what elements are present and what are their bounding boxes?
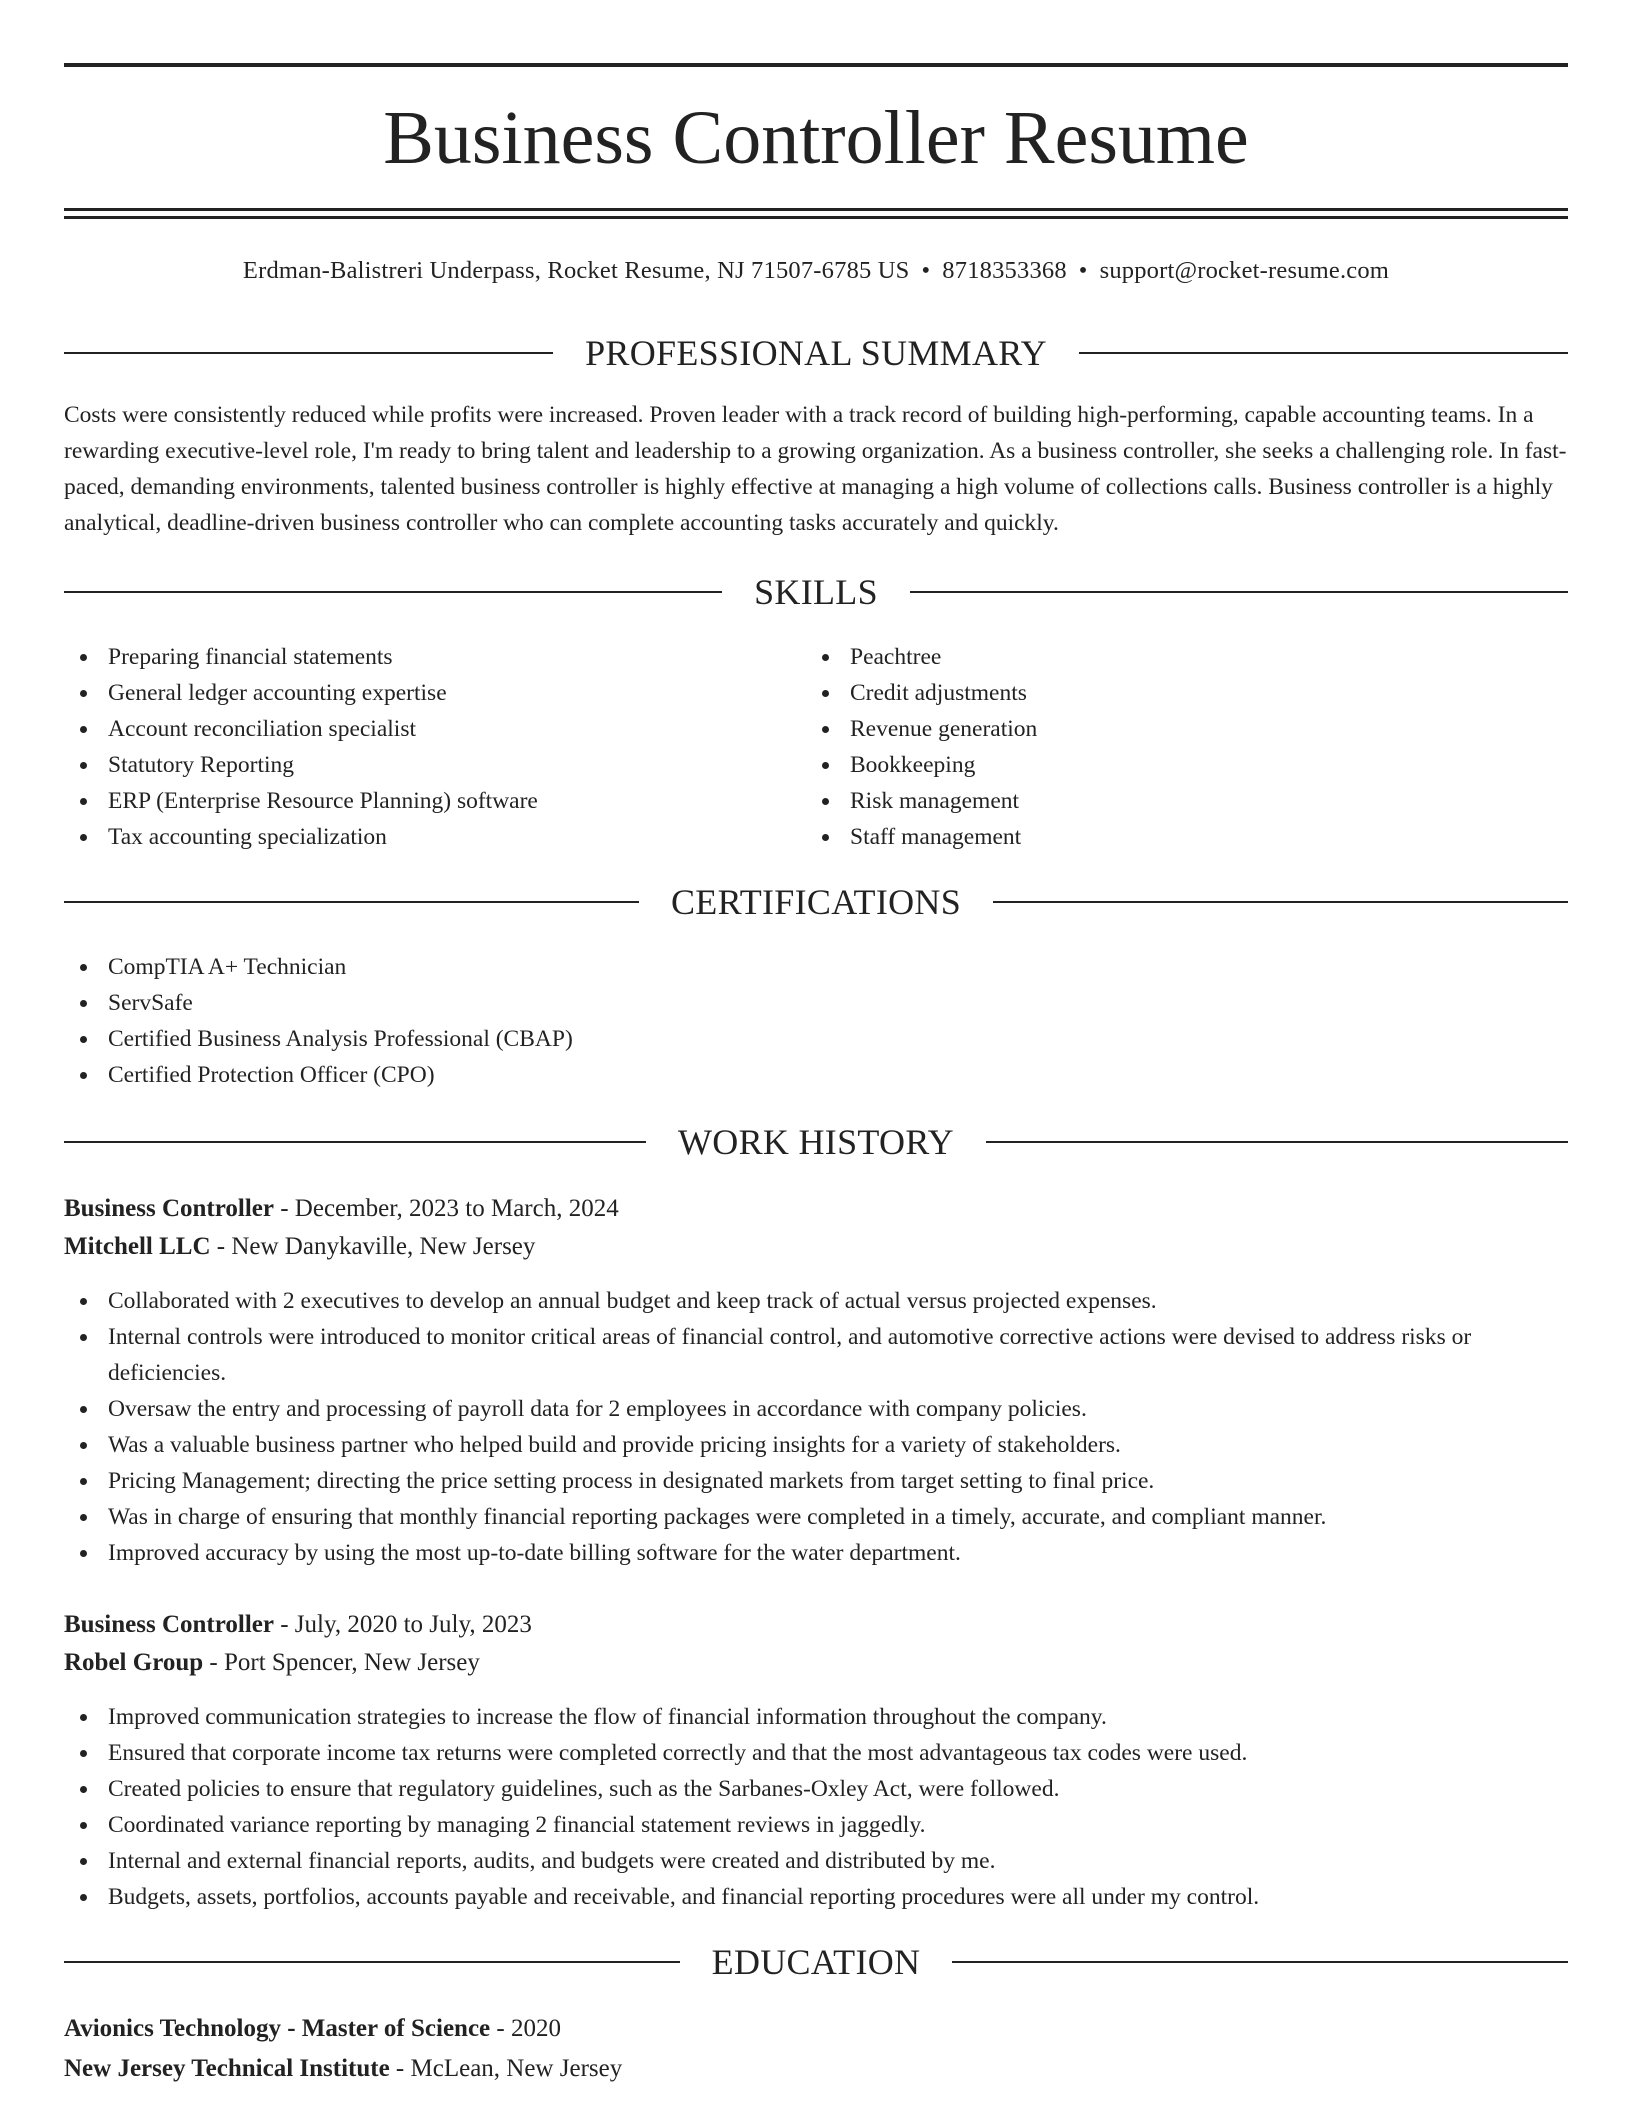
skills-heading [64,572,1568,612]
heading-rule [64,901,639,903]
job-title: Business Controller [64,1611,274,1638]
certification-item: Certified Protection Officer (CPO) [64,1057,1568,1093]
education-year: - 2020 [490,2015,561,2042]
job-dates: - July, 2020 to July, 2023 [273,1611,532,1638]
heading-rule [952,1961,1568,1963]
job-location: - New Danykaville, New Jersey [210,1233,536,1260]
skill-item: Risk management [806,783,1546,819]
heading-rule [986,1141,1568,1143]
skill-item: Peachtree [806,639,1546,675]
education-degree: Master of Science [301,2015,491,2042]
skills-list-left [64,639,804,855]
job-bullets [64,1283,1568,1571]
contact-address: Erdman-Balistreri Underpass, Rocket Resume, NJ 71507-6785 US [242,257,910,284]
job-bullet: Created policies to ensure that regulatory guidelines, such as the Sarbanes-Oxley Act, were followed. [64,1771,1568,1807]
certification-item: CompTIA A+ Technician [64,949,1568,985]
job-bullet: Was in charge of ensuring that monthly financial reporting packages were completed in a timely, accurate, and compliant manner. [64,1499,1568,1535]
skills-heading-label: SKILLS [754,572,878,612]
title-double-rule-lower [64,216,1568,219]
skill-item: Preparing financial statements [64,639,804,675]
job-title-line [64,1606,1568,1644]
heading-rule [910,591,1568,593]
work-history-heading [64,1122,1568,1162]
job-title: Business Controller [64,1195,274,1222]
contact-email: support@rocket-resume.com [1099,257,1390,284]
education-heading-label: EDUCATION [711,1942,921,1982]
certifications-heading [64,882,1568,922]
heading-rule [64,1961,680,1963]
top-rule [64,63,1568,67]
work-history-heading-label: WORK HISTORY [678,1122,954,1162]
job-bullet: Internal controls were introduced to monitor critical areas of financial control, and automotive corrective actions were devised to address risks or deficiencies. [64,1319,1568,1391]
skill-item: Statutory Reporting [64,747,804,783]
skill-item: Staff management [806,819,1546,855]
job-bullet: Ensured that corporate income tax returns were completed correctly and that the most advantageous tax codes were used. [64,1735,1568,1771]
job-company-line [64,1644,1568,1682]
job-bullet: Budgets, assets, portfolios, accounts payable and receivable, and financial reporting procedures were all under my control. [64,1879,1568,1915]
job-bullets [64,1699,1568,1915]
education-dash: - [280,2015,302,2042]
education-heading [64,1942,1568,1982]
certification-item: ServSafe [64,985,1568,1021]
heading-rule [64,1141,646,1143]
job-bullet: Coordinated variance reporting by managing 2 financial statement reviews in jaggedly. [64,1807,1568,1843]
skills-list-right [806,639,1546,855]
job-bullet: Improved communication strategies to increase the flow of financial information throughout the company. [64,1699,1568,1735]
heading-rule [64,352,553,354]
summary-text: Costs were consistently reduced while profits were increased. Proven leader with a track record of building high-performing, capable accounting teams. In a rewarding executive-level role, I'm ready to bring talent and leadership to a growing organization. As a business controller, she seeks a challenging role. In fast-paced, demanding environments, talented business controller is highly effective at managing a high volume of collections calls. Business controller is a highly analytical, deadline-driven business controller who can complete accounting tasks accurately and quickly. [64,402,1567,536]
certifications-heading-label: CERTIFICATIONS [670,882,962,922]
job-bullet: Improved accuracy by using the most up-to-date billing software for the water department. [64,1535,1568,1571]
job-bullet: Pricing Management; directing the price setting process in designated markets from target setting to final price. [64,1463,1568,1499]
job-title-line [64,1190,1568,1228]
job-company: Robel Group [64,1649,204,1676]
certification-item: Certified Business Analysis Professional (CBAP) [64,1021,1568,1057]
skill-item: ERP (Enterprise Resource Planning) software [64,783,804,819]
heading-rule [64,591,722,593]
heading-rule [1079,352,1568,354]
job-bullet: Was a valuable business partner who helped build and provide pricing insights for a variety of stakeholders. [64,1427,1568,1463]
education-school-line [64,2050,1568,2088]
education-school: New Jersey Technical Institute [64,2055,390,2082]
skill-item: General ledger accounting expertise [64,675,804,711]
title-double-rule-upper [64,208,1568,211]
page-title: Business Controller Resume [383,96,1249,180]
summary-heading-label: PROFESSIONAL SUMMARY [585,333,1047,373]
certifications-list [64,949,1568,1093]
job-company-line [64,1228,1568,1266]
job-bullet: Oversaw the entry and processing of payroll data for 2 employees in accordance with company policies. [64,1391,1568,1427]
skill-item: Revenue generation [806,711,1546,747]
job-dates: - December, 2023 to March, 2024 [273,1195,619,1222]
education-location: - McLean, New Jersey [389,2055,623,2082]
skill-item: Tax accounting specialization [64,819,804,855]
heading-rule [993,901,1568,903]
job-location: - Port Spencer, New Jersey [203,1649,480,1676]
skill-item: Credit adjustments [806,675,1546,711]
contact-separator: • [1078,257,1088,284]
contact-line [64,254,1568,288]
job-bullet: Internal and external financial reports, audits, and budgets were created and distributed by me. [64,1843,1568,1879]
skill-item: Account reconciliation specialist [64,711,804,747]
summary-heading [64,333,1568,373]
job-company: Mitchell LLC [64,1233,211,1260]
job-bullet: Collaborated with 2 executives to develop an annual budget and keep track of actual versus projected expenses. [64,1283,1568,1319]
skill-item: Bookkeeping [806,747,1546,783]
education-degree-line [64,2010,1568,2048]
contact-phone: 8718353368 [942,257,1067,284]
contact-separator: • [921,257,931,284]
education-field: Avionics Technology [64,2015,281,2042]
